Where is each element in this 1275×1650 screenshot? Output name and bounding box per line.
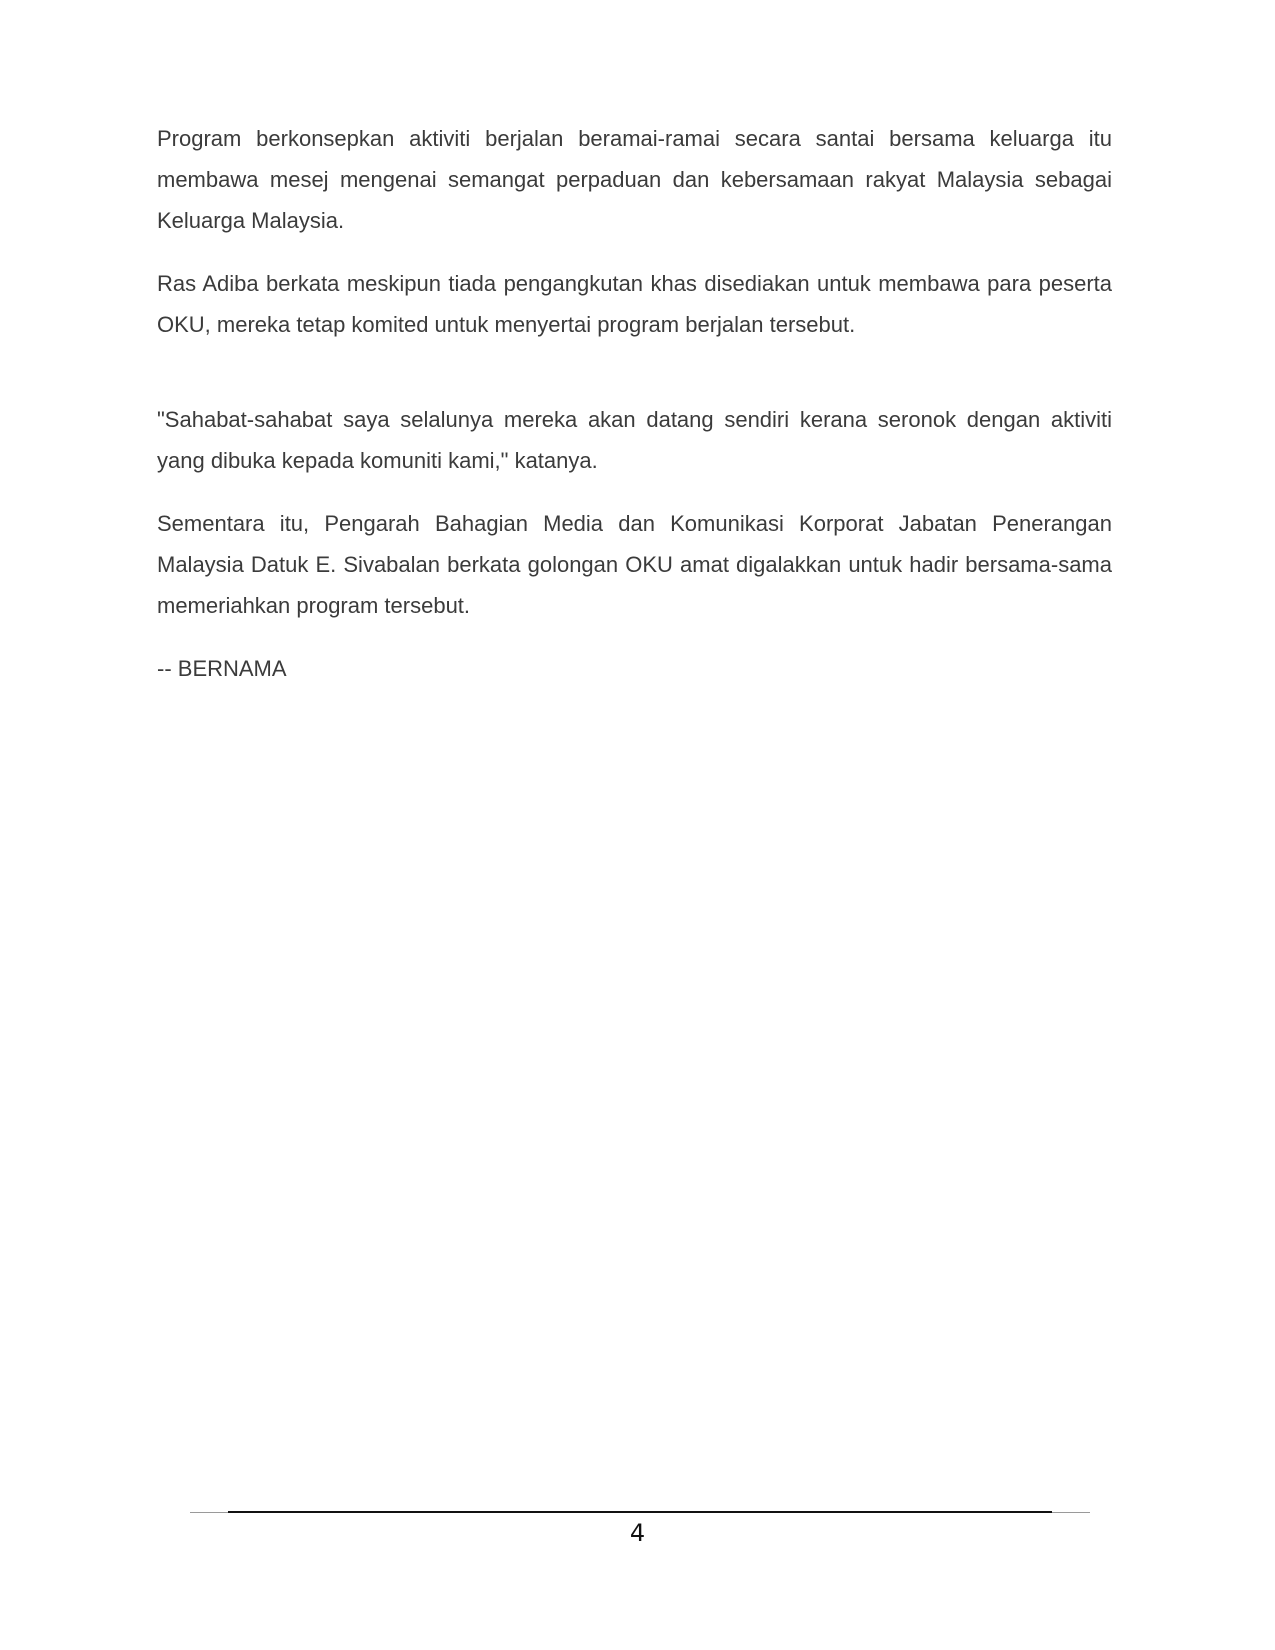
- paragraph-2: Ras Adiba berkata meskipun tiada pengangkutan khas disediakan untuk membawa para peserta OKU, mereka tetap komited untuk menyertai program berjalan tersebut.: [157, 271, 1112, 337]
- footer-divider: [228, 1511, 1052, 1513]
- page-number: 4: [629, 1519, 646, 1547]
- byline: -- BERNAMA: [157, 656, 287, 681]
- paragraph-1: Program berkonsepkan aktiviti berjalan beramai-ramai secara santai bersama keluarga itu membawa mesej mengenai semangat perpaduan dan kebersamaan rakyat Malaysia sebagai Keluarga Malaysia.: [157, 126, 1112, 233]
- article-body: [157, 118, 1112, 689]
- paragraph-4: Sementara itu, Pengarah Bahagian Media dan Komunikasi Korporat Jabatan Penerangan Malaysia Datuk E. Sivabalan berkata golongan OKU amat digalakkan untuk hadir bersama-sama memeriahkan program tersebut.: [157, 511, 1112, 618]
- paragraph-3-quote: "Sahabat-sahabat saya selalunya mereka akan datang sendiri kerana seronok dengan aktiviti yang dibuka kepada komuniti kami," katanya.: [157, 407, 1112, 473]
